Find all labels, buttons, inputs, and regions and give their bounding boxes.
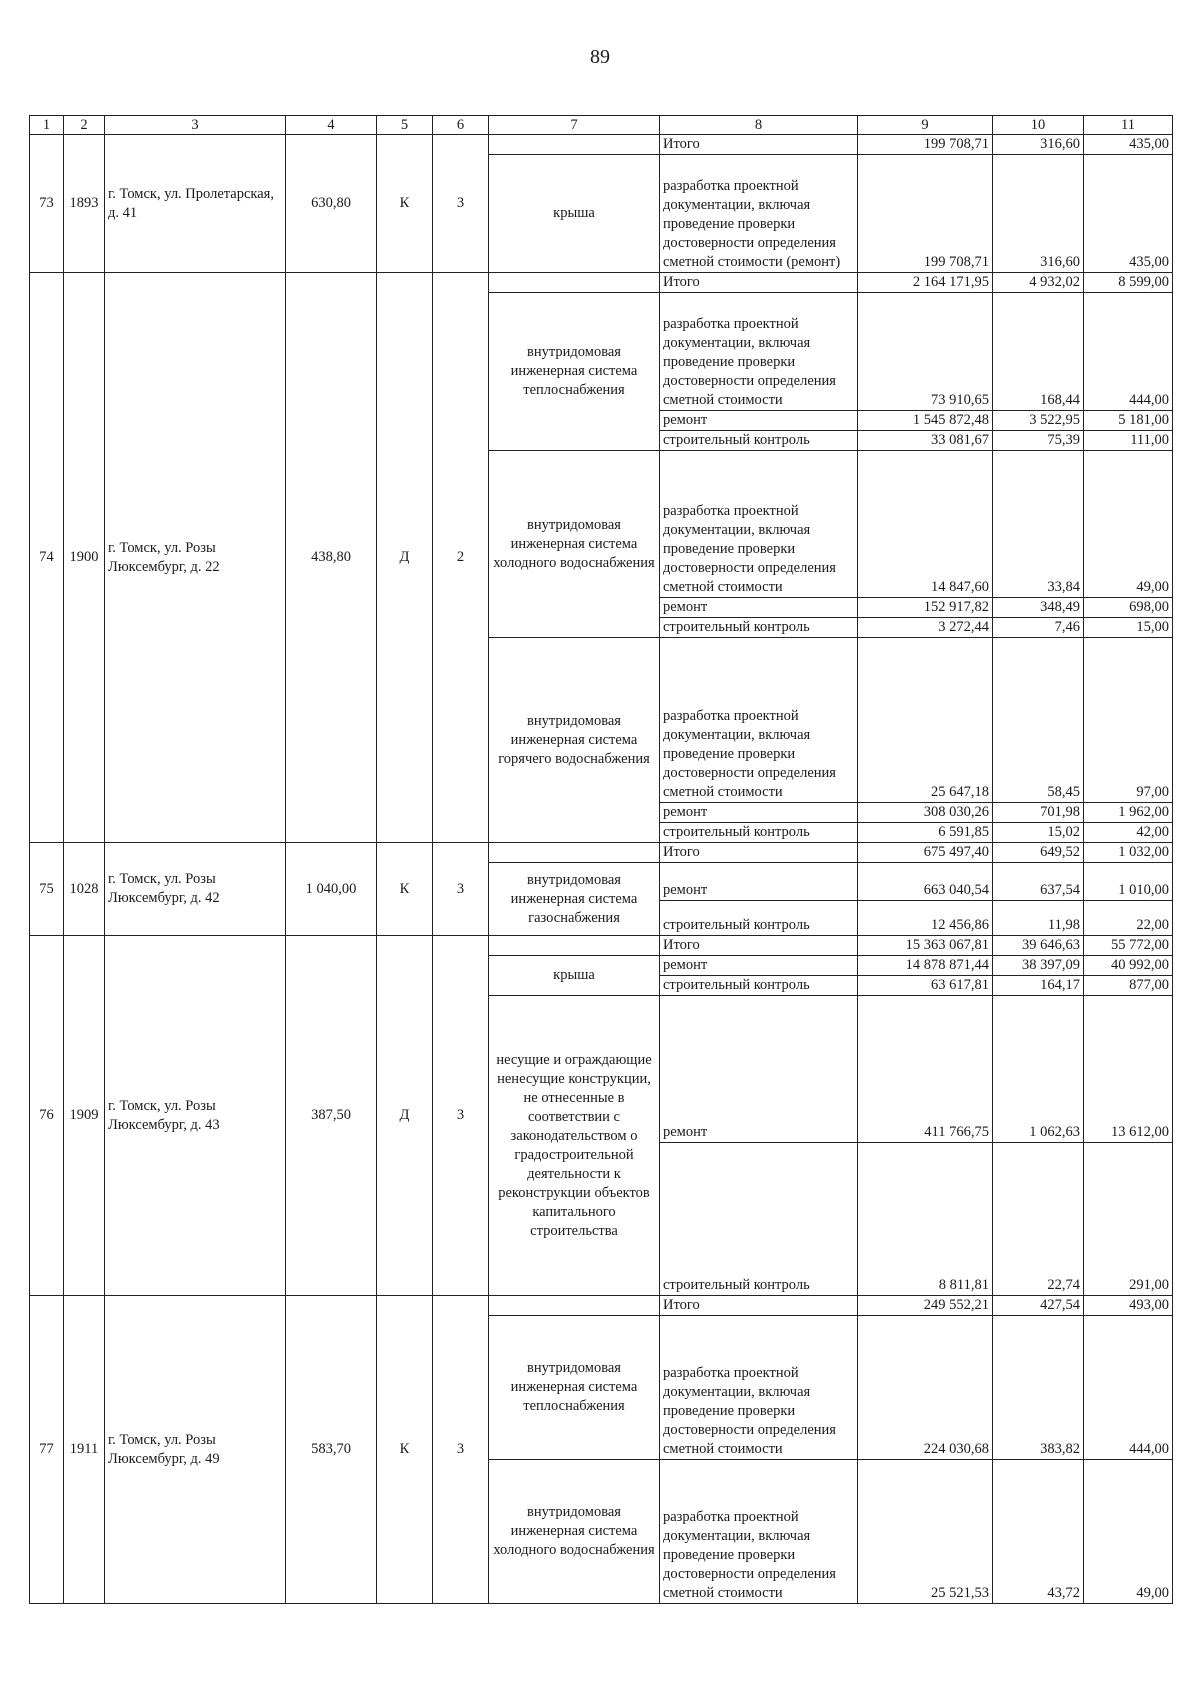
object-total-row xyxy=(30,1296,1173,1316)
work-max-cost: 97,00 xyxy=(1084,638,1173,803)
total-cost-per-area: 4 932,02 xyxy=(993,273,1084,293)
object-id: 1909 xyxy=(64,936,105,1296)
work-type: ремонт xyxy=(660,956,858,976)
structural-element: внутридомовая инженерная система холодного водоснабжения xyxy=(489,451,660,638)
object-id: 1893 xyxy=(64,135,105,273)
object-address: г. Томск, ул. Розы Люксембург, д. 43 xyxy=(105,936,286,1296)
work-cost: 25 647,18 xyxy=(858,638,993,803)
work-cost-per-area: 38 397,09 xyxy=(993,956,1084,976)
object-type: К xyxy=(377,1296,433,1604)
work-max-cost: 444,00 xyxy=(1084,293,1173,411)
work-cost: 25 521,53 xyxy=(858,1460,993,1604)
work-max-cost: 1 962,00 xyxy=(1084,803,1173,823)
work-cost: 63 617,81 xyxy=(858,976,993,996)
object-type: К xyxy=(377,843,433,936)
work-max-cost: 111,00 xyxy=(1084,431,1173,451)
object-group: 2 xyxy=(433,273,489,843)
work-max-cost: 444,00 xyxy=(1084,1316,1173,1460)
object-id: 1911 xyxy=(64,1296,105,1604)
work-cost-per-area: 75,39 xyxy=(993,431,1084,451)
object-address: г. Томск, ул. Розы Люксембург, д. 49 xyxy=(105,1296,286,1604)
work-type: разработка проектной документации, включая проведение проверки достоверности определения сметной стоимости xyxy=(660,1316,858,1460)
work-cost-per-area: 168,44 xyxy=(993,293,1084,411)
work-type: ремонт xyxy=(660,803,858,823)
work-max-cost: 877,00 xyxy=(1084,976,1173,996)
work-type: строительный контроль xyxy=(660,823,858,843)
work-cost-per-area: 1 062,63 xyxy=(993,996,1084,1143)
work-cost-per-area: 637,54 xyxy=(993,863,1084,901)
work-type: строительный контроль xyxy=(660,901,858,936)
col-header: 8 xyxy=(660,116,858,135)
work-type: ремонт xyxy=(660,863,858,901)
total-label: Итого xyxy=(660,135,858,155)
work-cost-per-area: 316,60 xyxy=(993,155,1084,273)
work-type: ремонт xyxy=(660,598,858,618)
col-header: 10 xyxy=(993,116,1084,135)
object-area: 630,80 xyxy=(286,135,377,273)
object-area: 387,50 xyxy=(286,936,377,1296)
total-cost: 15 363 067,81 xyxy=(858,936,993,956)
work-cost: 14 878 871,44 xyxy=(858,956,993,976)
work-cost-per-area: 22,74 xyxy=(993,1143,1084,1296)
work-cost-per-area: 164,17 xyxy=(993,976,1084,996)
total-cost-per-area: 427,54 xyxy=(993,1296,1084,1316)
work-max-cost: 1 010,00 xyxy=(1084,863,1173,901)
work-cost: 224 030,68 xyxy=(858,1316,993,1460)
table-body xyxy=(30,116,1173,1604)
work-cost-per-area: 383,82 xyxy=(993,1316,1084,1460)
work-type: разработка проектной документации, включая проведение проверки достоверности определения сметной стоимости xyxy=(660,293,858,411)
work-cost: 308 030,26 xyxy=(858,803,993,823)
object-type: Д xyxy=(377,273,433,843)
work-max-cost: 15,00 xyxy=(1084,618,1173,638)
object-id: 1028 xyxy=(64,843,105,936)
object-area: 583,70 xyxy=(286,1296,377,1604)
work-cost-per-area: 701,98 xyxy=(993,803,1084,823)
work-type: ремонт xyxy=(660,411,858,431)
total-max-cost: 8 599,00 xyxy=(1084,273,1173,293)
object-total-row xyxy=(30,273,1173,293)
work-cost: 1 545 872,48 xyxy=(858,411,993,431)
col-header: 2 xyxy=(64,116,105,135)
work-cost: 73 910,65 xyxy=(858,293,993,411)
object-type: Д xyxy=(377,936,433,1296)
total-cost-per-area: 316,60 xyxy=(993,135,1084,155)
total-label: Итого xyxy=(660,843,858,863)
work-type: ремонт xyxy=(660,996,858,1143)
work-cost: 6 591,85 xyxy=(858,823,993,843)
work-max-cost: 13 612,00 xyxy=(1084,996,1173,1143)
total-element-cell xyxy=(489,843,660,863)
total-max-cost: 435,00 xyxy=(1084,135,1173,155)
structural-element: внутридомовая инженерная система горячего водоснабжения xyxy=(489,638,660,843)
total-label: Итого xyxy=(660,936,858,956)
col-header: 7 xyxy=(489,116,660,135)
total-cost: 249 552,21 xyxy=(858,1296,993,1316)
work-max-cost: 49,00 xyxy=(1084,1460,1173,1604)
work-max-cost: 22,00 xyxy=(1084,901,1173,936)
work-max-cost: 42,00 xyxy=(1084,823,1173,843)
total-max-cost: 1 032,00 xyxy=(1084,843,1173,863)
col-header: 11 xyxy=(1084,116,1173,135)
work-cost-per-area: 43,72 xyxy=(993,1460,1084,1604)
object-number: 74 xyxy=(30,273,64,843)
total-max-cost: 55 772,00 xyxy=(1084,936,1173,956)
object-group: 3 xyxy=(433,135,489,273)
work-type: строительный контроль xyxy=(660,1143,858,1296)
total-label: Итого xyxy=(660,273,858,293)
work-max-cost: 49,00 xyxy=(1084,451,1173,598)
object-area: 438,80 xyxy=(286,273,377,843)
work-cost-per-area: 15,02 xyxy=(993,823,1084,843)
object-group: 3 xyxy=(433,936,489,1296)
work-cost-per-area: 3 522,95 xyxy=(993,411,1084,431)
work-cost-per-area: 33,84 xyxy=(993,451,1084,598)
total-element-cell xyxy=(489,273,660,293)
col-header: 4 xyxy=(286,116,377,135)
total-cost: 675 497,40 xyxy=(858,843,993,863)
object-total-row xyxy=(30,843,1173,863)
structural-element: крыша xyxy=(489,956,660,996)
work-max-cost: 698,00 xyxy=(1084,598,1173,618)
structural-element: внутридомовая инженерная система теплоснабжения xyxy=(489,1316,660,1460)
object-address: г. Томск, ул. Розы Люксембург, д. 22 xyxy=(105,273,286,843)
total-max-cost: 493,00 xyxy=(1084,1296,1173,1316)
object-type: К xyxy=(377,135,433,273)
total-cost: 199 708,71 xyxy=(858,135,993,155)
work-type: разработка проектной документации, включая проведение проверки достоверности определения сметной стоимости xyxy=(660,1460,858,1604)
work-cost: 411 766,75 xyxy=(858,996,993,1143)
total-cost-per-area: 39 646,63 xyxy=(993,936,1084,956)
structural-element: крыша xyxy=(489,155,660,273)
total-element-cell xyxy=(489,936,660,956)
work-type: строительный контроль xyxy=(660,976,858,996)
work-cost-per-area: 58,45 xyxy=(993,638,1084,803)
work-cost: 33 081,67 xyxy=(858,431,993,451)
work-cost: 152 917,82 xyxy=(858,598,993,618)
work-cost: 663 040,54 xyxy=(858,863,993,901)
work-type: разработка проектной документации, включая проведение проверки достоверности определения сметной стоимости (ремонт) xyxy=(660,155,858,273)
total-label: Итого xyxy=(660,1296,858,1316)
total-element-cell xyxy=(489,135,660,155)
structural-element: внутридомовая инженерная система теплоснабжения xyxy=(489,293,660,451)
work-cost: 3 272,44 xyxy=(858,618,993,638)
work-cost-per-area: 348,49 xyxy=(993,598,1084,618)
structural-element: несущие и ограждающие ненесущие конструкции, не отнесенные в соответствии с законодательством о градостроительной деятельности к реконструкции объектов капитального строительства xyxy=(489,996,660,1296)
object-address: г. Томск, ул. Пролетарская, д. 41 xyxy=(105,135,286,273)
work-cost-per-area: 7,46 xyxy=(993,618,1084,638)
work-cost: 8 811,81 xyxy=(858,1143,993,1296)
total-element-cell xyxy=(489,1296,660,1316)
object-total-row xyxy=(30,135,1173,155)
col-header: 3 xyxy=(105,116,286,135)
work-type: разработка проектной документации, включая проведение проверки достоверности определения сметной стоимости xyxy=(660,451,858,598)
object-number: 73 xyxy=(30,135,64,273)
object-number: 75 xyxy=(30,843,64,936)
col-header: 5 xyxy=(377,116,433,135)
structural-element: внутридомовая инженерная система холодного водоснабжения xyxy=(489,1460,660,1604)
page-number: 89 xyxy=(590,46,610,68)
work-cost: 14 847,60 xyxy=(858,451,993,598)
col-header: 6 xyxy=(433,116,489,135)
col-header: 1 xyxy=(30,116,64,135)
work-cost: 12 456,86 xyxy=(858,901,993,936)
work-cost: 199 708,71 xyxy=(858,155,993,273)
work-cost-per-area: 11,98 xyxy=(993,901,1084,936)
object-group: 3 xyxy=(433,1296,489,1604)
object-number: 77 xyxy=(30,1296,64,1604)
structural-element: внутридомовая инженерная система газоснабжения xyxy=(489,863,660,936)
work-max-cost: 291,00 xyxy=(1084,1143,1173,1296)
object-group: 3 xyxy=(433,843,489,936)
work-type: разработка проектной документации, включая проведение проверки достоверности определения сметной стоимости xyxy=(660,638,858,803)
capital-repair-table xyxy=(29,115,1173,1604)
work-max-cost: 5 181,00 xyxy=(1084,411,1173,431)
total-cost-per-area: 649,52 xyxy=(993,843,1084,863)
table-header-row xyxy=(30,116,1173,135)
work-max-cost: 40 992,00 xyxy=(1084,956,1173,976)
total-cost: 2 164 171,95 xyxy=(858,273,993,293)
object-total-row xyxy=(30,936,1173,956)
work-max-cost: 435,00 xyxy=(1084,155,1173,273)
work-type: строительный контроль xyxy=(660,618,858,638)
work-type: строительный контроль xyxy=(660,431,858,451)
object-id: 1900 xyxy=(64,273,105,843)
object-address: г. Томск, ул. Розы Люксембург, д. 42 xyxy=(105,843,286,936)
object-area: 1 040,00 xyxy=(286,843,377,936)
object-number: 76 xyxy=(30,936,64,1296)
col-header: 9 xyxy=(858,116,993,135)
